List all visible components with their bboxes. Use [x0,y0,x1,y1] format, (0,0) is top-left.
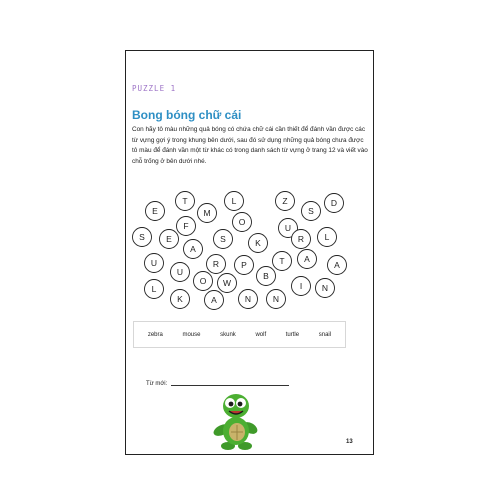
letter-balloon[interactable] [325,194,344,213]
balloon-letter: A [190,244,196,255]
balloon-letter: U [176,267,184,278]
letter-balloon[interactable] [205,291,224,310]
letter-balloon[interactable] [225,192,244,211]
letter-balloon[interactable] [292,230,311,249]
word-list-box [133,321,346,348]
balloon-letter: B [263,271,269,282]
balloon-letter: Z [282,196,288,207]
letter-balloon[interactable] [298,250,317,269]
letter-balloons [126,51,375,321]
word-item: turtle [285,331,300,338]
balloon-letter: I [299,281,303,292]
page-number: 13 [346,439,353,445]
balloon-letter: R [297,234,305,245]
balloon-letter: E [166,234,172,245]
letter-balloon[interactable] [316,279,335,298]
balloon-letter: U [284,223,292,234]
balloon-letter: O [199,276,207,287]
word-item: mouse [182,331,201,338]
book-page [125,50,374,455]
letter-balloon[interactable] [239,290,258,309]
balloon-letter: T [279,256,285,267]
balloon-letter: K [177,294,183,305]
letter-balloon[interactable] [171,290,190,309]
letter-balloon[interactable] [249,234,268,253]
letter-balloon[interactable] [177,217,196,236]
letter-balloon[interactable] [257,267,276,286]
letter-balloon[interactable] [214,230,233,249]
balloon-letter: L [324,232,330,243]
letter-balloon[interactable] [276,192,295,211]
letter-balloon[interactable] [302,202,321,221]
balloon-letter: N [244,294,252,305]
puzzle-label: PUZZLE 1 [132,84,177,93]
balloon-letter: S [220,234,226,245]
letter-balloon[interactable] [146,202,165,221]
balloon-letter: W [222,278,232,289]
letter-balloon[interactable] [194,272,213,291]
letter-balloon[interactable] [218,274,237,293]
turtle-mascot-icon [210,386,260,452]
balloon-letter: N [272,294,280,305]
letter-balloon[interactable] [133,228,152,247]
balloon-letter: L [151,284,157,295]
letter-balloon[interactable] [160,230,179,249]
balloon-letter: A [304,254,310,265]
word-item: wolf [255,331,267,338]
letter-balloon[interactable] [318,228,337,247]
letter-balloon[interactable] [207,255,226,274]
balloon-letter: N [321,283,329,294]
balloon-letter: R [212,259,220,270]
balloon-letter: K [255,238,261,249]
letter-balloon[interactable] [171,263,190,282]
letter-balloon[interactable] [273,252,292,271]
balloon-letter: T [182,196,188,207]
new-word-label: Từ mới: [146,381,168,387]
balloon-letter: L [231,196,237,207]
letter-balloon[interactable] [328,256,347,275]
balloon-letter: A [334,260,340,271]
letter-balloon[interactable] [235,256,254,275]
letter-balloon[interactable] [267,290,286,309]
balloon-letter: M [203,208,211,219]
balloon-letter: S [308,206,314,217]
balloon-letter: A [211,295,217,306]
word-item: zebra [147,331,163,338]
letter-balloon[interactable] [145,254,164,273]
letter-balloon[interactable] [145,280,164,299]
letter-balloon[interactable] [233,213,252,232]
instructions-text: Con hãy tô màu những quả bóng có chứa chữ cái cần thiết để đánh vần được các từ vựng gợi ý trong khung bên dưới, sau đó sử dụng những quả bóng chưa được tô màu để đánh vần một từ khác có trong danh sách từ vựng ở trang 12 và viết vào chỗ trống ở bên dưới nhé. [132,126,368,165]
letter-balloon[interactable] [292,277,311,296]
letter-balloon[interactable] [198,204,217,223]
balloon-letter: O [238,217,246,228]
balloon-letter: U [150,258,158,269]
balloon-letter: S [139,232,145,243]
balloon-letter: F [183,221,189,232]
letter-balloon[interactable] [176,192,195,211]
balloon-letter: E [152,206,158,217]
letter-balloon[interactable] [184,240,203,259]
word-item: snail [318,331,332,338]
page-title: Bong bóng chữ cái [132,108,242,122]
word-item: skunk [220,331,236,338]
balloon-letter: D [330,198,338,209]
balloon-letter: P [241,260,247,271]
